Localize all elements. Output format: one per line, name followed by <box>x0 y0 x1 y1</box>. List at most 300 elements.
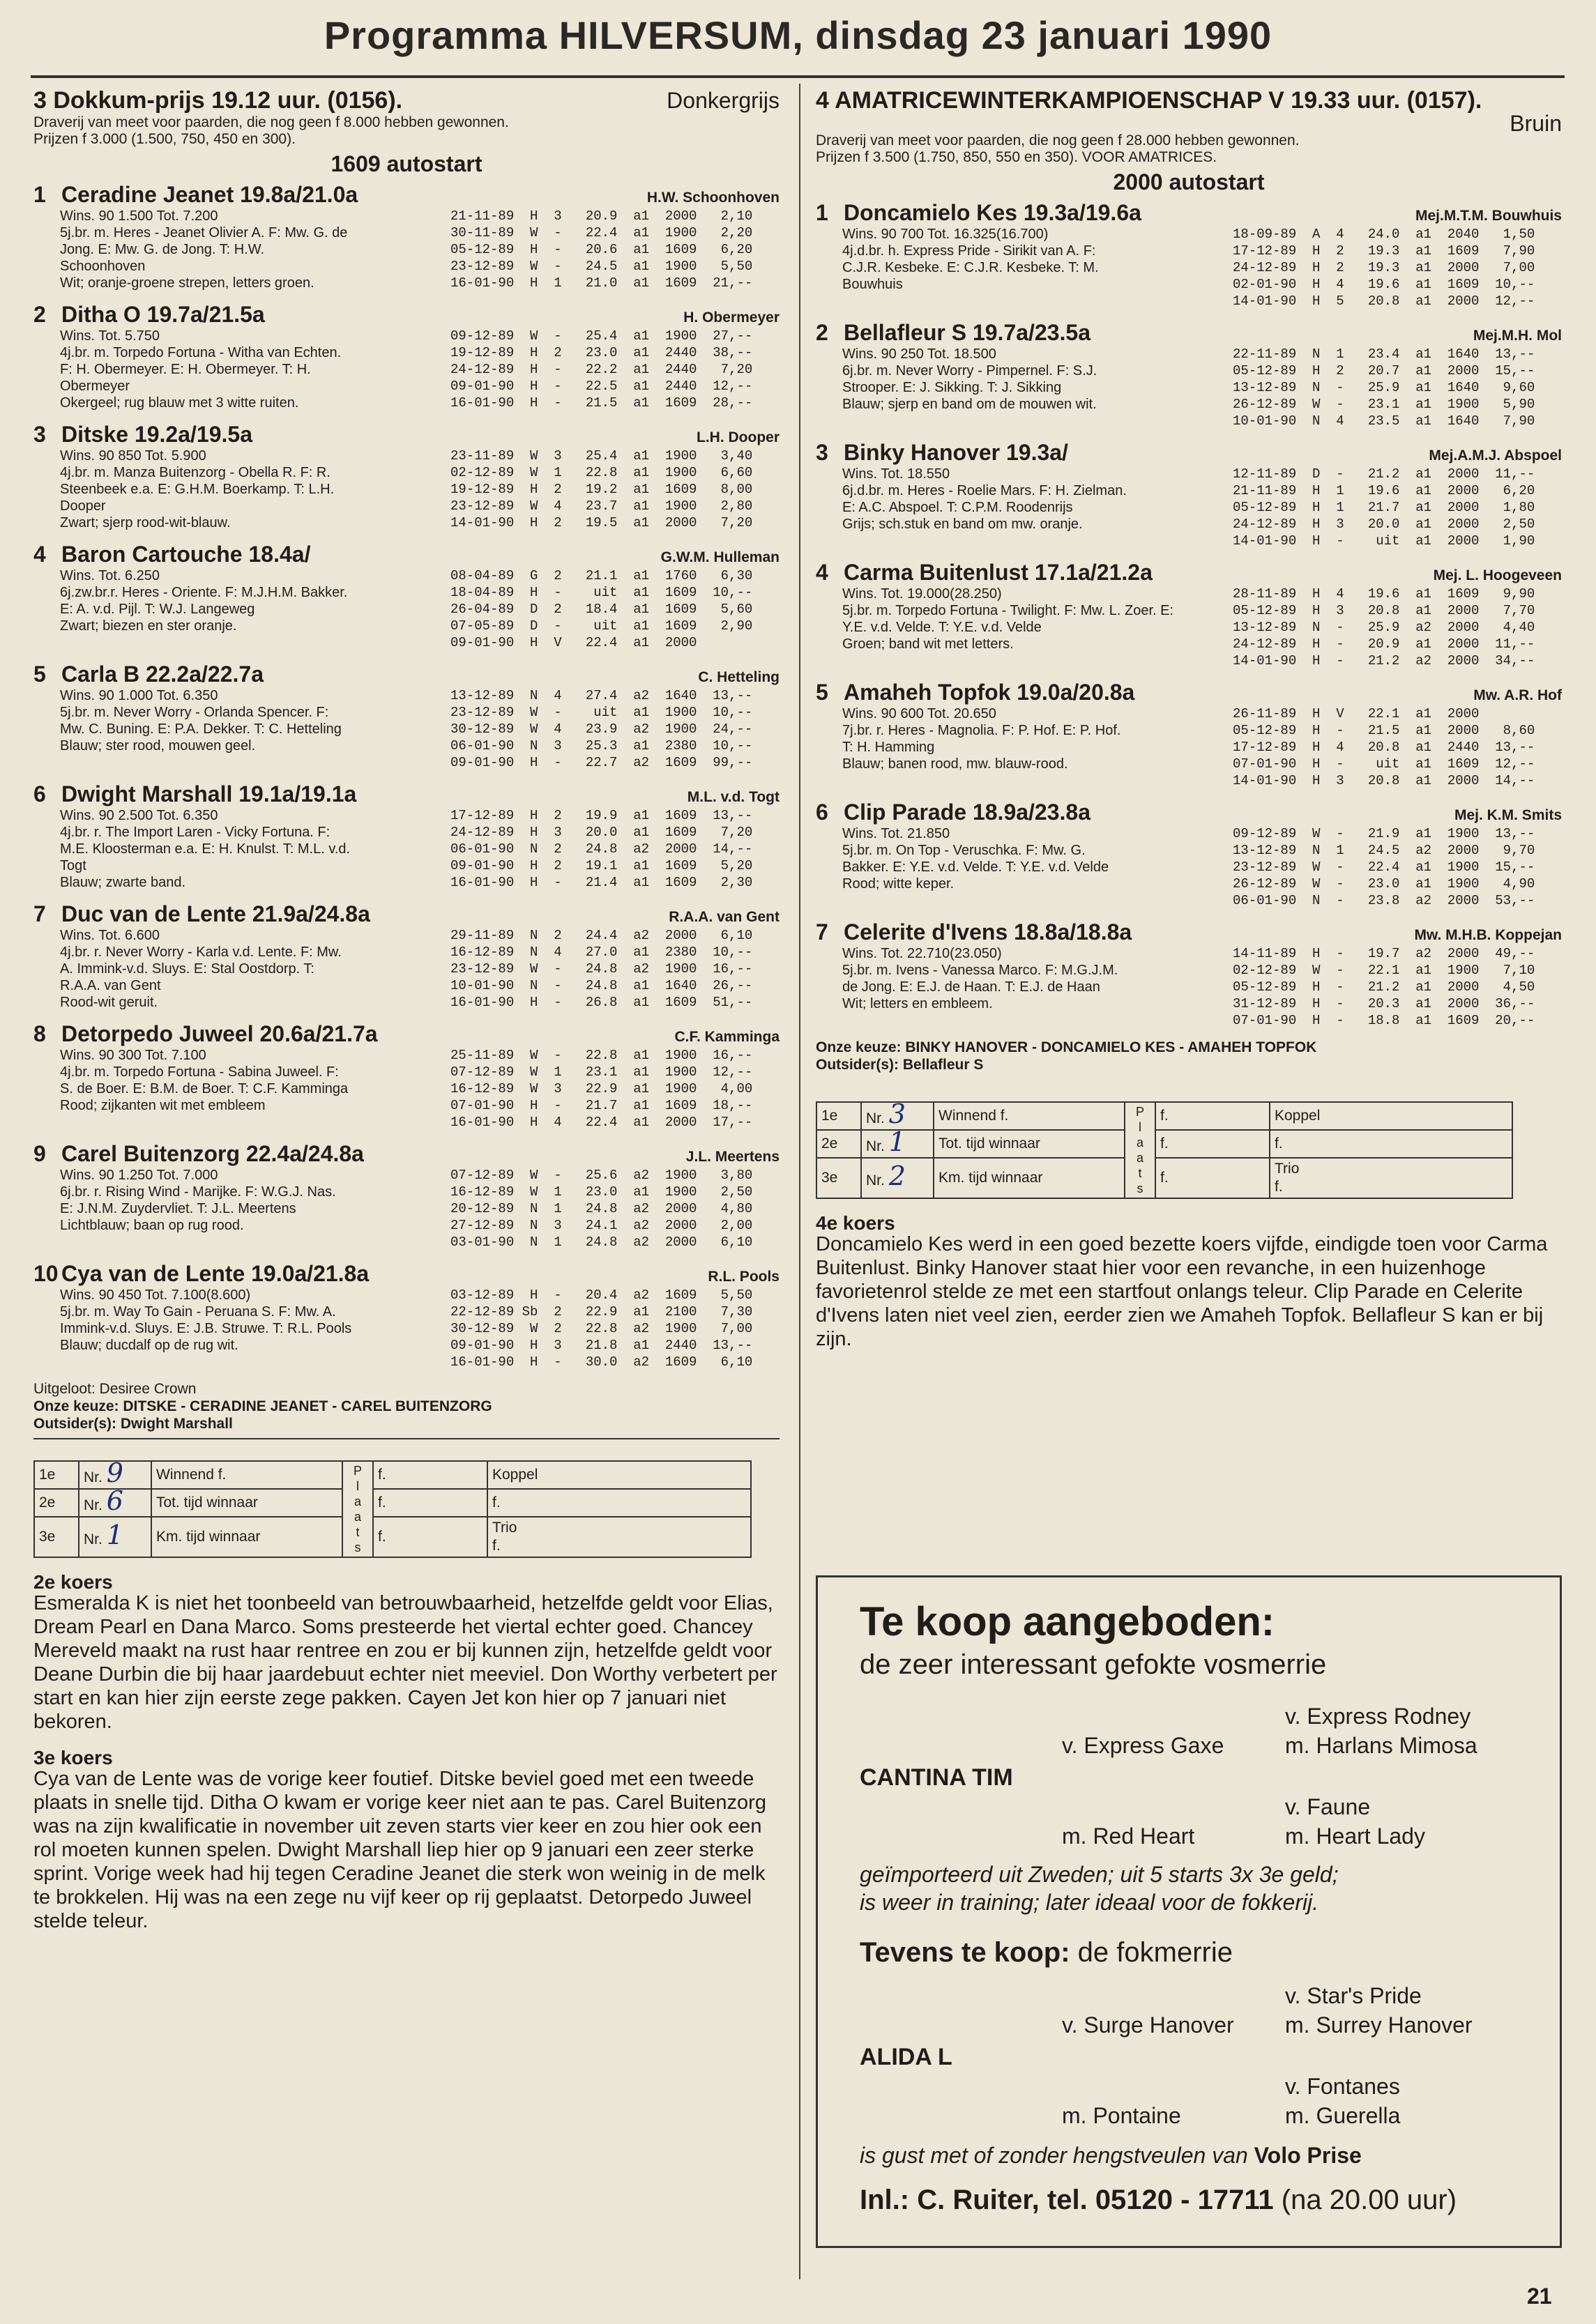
f-field[interactable]: f. <box>1155 1158 1270 1198</box>
result-line: 02-12-89 W 1 22.8 a1 1900 6,60 <box>450 465 753 480</box>
result-line: 07-01-90 H - 21.7 a1 1609 18,-- <box>450 1098 753 1113</box>
info-line: Wins. 90 300 Tot. 7.100 <box>60 1048 206 1063</box>
also-rest: de fokmerrie <box>1077 1937 1233 1968</box>
info-line: T: H. Hamming <box>842 740 935 755</box>
info-line: 4j.d.br. h. Express Pride - Sirikit van A. F: <box>842 243 1096 259</box>
info-line: 6j.zw.br.r. Heres - Oriente. F: M.J.H.M. Bakker. <box>60 585 348 600</box>
result-line: 13-12-89 N 1 24.5 a2 2000 9,70 <box>1233 843 1535 858</box>
nr-cell[interactable] <box>79 1517 151 1557</box>
horse-info <box>842 945 1233 1029</box>
result-line: 16-01-90 H - 21.4 a1 1609 2,30 <box>450 875 753 890</box>
info-line: 5j.br. m. Ivens - Vanessa Marco. F: M.G.J.M. <box>842 963 1118 978</box>
info-line: Immink-v.d. Sluys. E: J.B. Struwe. T: R.L. Pools <box>60 1321 352 1336</box>
trainer-name: H. Obermeyer <box>683 309 780 326</box>
koppel-f-field[interactable]: f. <box>1270 1130 1512 1158</box>
sire: v. Surge Hanover <box>1062 2012 1234 2038</box>
result-line: 05-12-89 H 1 21.7 a1 2000 1,80 <box>1233 500 1535 515</box>
horse-info <box>60 687 450 771</box>
result-line: 09-01-90 H - 22.5 a1 2440 12,-- <box>450 379 753 394</box>
horse-results <box>1233 586 1562 669</box>
result-line: 31-12-89 H - 20.3 a1 2000 36,-- <box>1233 996 1535 1011</box>
nr-cell[interactable] <box>79 1485 151 1517</box>
info-line: Rood-wit geruit. <box>60 995 158 1010</box>
page-title: Programma HILVERSUM, dinsdag 23 januari 1990 <box>324 13 1272 57</box>
trainer-name: L.H. Dooper <box>697 429 780 445</box>
horse-details <box>33 687 780 771</box>
trainer-name: R.A.A. van Gent <box>669 909 780 925</box>
nr-label: Nr. <box>84 1531 102 1547</box>
race4-bet-form <box>816 1098 1513 1199</box>
result-line: 02-01-90 H 4 19.6 a1 1609 10,-- <box>1233 277 1535 292</box>
koers4-text: Doncamielo Kes werd in een goed bezette koers vijfde, eindigde toen voor Carma Buitenlust. Binky Hanover staat hier voor een revanche, in een huizenhoge favorietenrol stelde ze met een startfout onlangs teleur. Clip Parade en Celerite d'Ivens laten niet veel zien, eerder zien we Amaheh Topfok. Bellafleur S kan er bij zijn. <box>816 1233 1548 1350</box>
horse-name-text: Dwight Marshall 19.1a/19.1a <box>61 781 357 806</box>
result-line: 26-12-89 W - 23.1 a1 1900 5,90 <box>1233 397 1535 412</box>
race4-autostart: 2000 autostart <box>1113 169 1265 194</box>
keuze-label: Onze keuze: <box>816 1039 902 1055</box>
keuze-value: BINKY HANOVER - DONCAMIELO KES - AMAHEH TOPFOK <box>905 1039 1317 1055</box>
place-3rd: 3e <box>816 1158 861 1198</box>
horse-number: 1 <box>816 200 828 225</box>
info-line: 4j.br. r. Never Worry - Karla v.d. Lente. F: Mw. <box>60 945 342 960</box>
result-line: 26-04-89 D 2 18.4 a1 1609 5,60 <box>450 602 753 617</box>
result-line: 16-01-90 H - 26.8 a1 1609 51,-- <box>450 995 753 1010</box>
race4-horse-entry <box>816 919 1562 1029</box>
info-line <box>842 892 1233 909</box>
nr-label: Nr. <box>866 1138 885 1154</box>
result-line: 27-12-89 N 3 24.1 a2 2000 2,00 <box>450 1218 753 1233</box>
info-line: Y.E. v.d. Velde. T: Y.E. v.d. Velde <box>842 620 1042 635</box>
horse-name-text: Carel Buitenzorg 22.4a/24.8a <box>61 1141 364 1166</box>
horse-details <box>816 226 1562 309</box>
keuze-label: Onze keuze: <box>33 1398 119 1414</box>
result-line: 05-12-89 H 3 20.8 a1 2000 7,70 <box>1233 603 1535 618</box>
info-line: Wins. Tot. 6.250 <box>60 568 160 583</box>
trainer-name: Mej. L. Hoogeveen <box>1433 567 1562 583</box>
horse-name <box>816 199 1141 226</box>
horse-name <box>33 661 264 687</box>
horse-results <box>450 1167 780 1251</box>
winnend-label: Winnend f. <box>151 1461 342 1489</box>
horse-header <box>33 661 780 687</box>
f-field[interactable]: f. <box>373 1461 487 1489</box>
race4-horse-entry <box>816 799 1562 909</box>
horse-details <box>33 328 780 411</box>
f-field[interactable]: f. <box>1155 1130 1270 1158</box>
race3-autostart: 1609 autostart <box>330 151 482 176</box>
race3-horse-list <box>33 181 780 1370</box>
race3-keuze <box>33 1398 780 1415</box>
horse-name <box>816 919 1132 945</box>
result-line: 22-12-89 Sb 2 22.9 a1 2100 7,30 <box>450 1304 753 1320</box>
horse-info <box>842 346 1233 429</box>
result-line: 10-01-90 N 4 23.5 a1 1640 7,90 <box>1233 413 1535 429</box>
horse-name-text: Baron Cartouche 18.4a/ <box>61 542 311 567</box>
horse-info <box>60 1287 450 1370</box>
info-line: 4j.br. m. Torpedo Fortuna - Sabina Juweel. F: <box>60 1064 339 1080</box>
horse-results <box>1233 226 1562 309</box>
info-line <box>60 754 450 771</box>
race4-horse-entry <box>816 679 1562 789</box>
result-line: 24-12-89 H - 22.2 a1 2440 7,20 <box>450 362 753 377</box>
info-line: Togt <box>60 858 86 873</box>
horse-details <box>33 927 780 1011</box>
result-line: 30-11-89 W - 22.4 a1 1900 2,20 <box>450 225 753 240</box>
koers2-title: 2e koers <box>33 1571 113 1593</box>
race3-horse-entry <box>33 781 780 891</box>
result-line: 30-12-89 W 4 23.9 a2 1900 24,-- <box>450 721 753 737</box>
horse-info <box>842 226 1233 309</box>
info-line: 5j.br. m. Never Worry - Orlanda Spencer. F: <box>60 705 329 720</box>
info-line: Blauw; ducdalf op de rug wit. <box>60 1338 238 1353</box>
race3-horse-entry <box>33 1020 780 1131</box>
horse-name-text: Carla B 22.2a/22.7a <box>61 662 264 687</box>
result-line: 16-01-90 H 1 21.0 a1 1609 21,-- <box>450 275 753 291</box>
horse-name: ALIDA L <box>860 2044 952 2070</box>
result-line: 09-12-89 W - 25.4 a1 1900 27,-- <box>450 328 753 344</box>
grand-dam: m. Harlans Mimosa <box>1285 1733 1477 1758</box>
result-line: 05-12-89 H 2 20.7 a1 2000 15,-- <box>1233 363 1535 379</box>
info-line: Jong. E: Mw. G. de Jong. T: H.W. <box>60 242 265 257</box>
info-line: Wins. Tot. 18.550 <box>842 466 950 482</box>
horse-details <box>33 448 780 531</box>
trio-field[interactable] <box>487 1517 751 1557</box>
horse-name-text: Duc van de Lente 21.9a/24.8a <box>61 901 370 926</box>
horse-number: 5 <box>816 680 828 705</box>
horse-name-text: Ditske 19.2a/19.5a <box>61 422 252 447</box>
info-line <box>60 1354 450 1370</box>
result-line: 18-04-89 H - uit a1 1609 10,-- <box>450 585 753 600</box>
result-line: 23-12-89 W - 24.5 a1 1900 5,50 <box>450 259 753 274</box>
pedigree-1 <box>860 1702 1518 1851</box>
koppel-field[interactable] <box>1270 1102 1512 1130</box>
info-line: Blauw; ster rood, mouwen geel. <box>60 738 256 754</box>
place-2nd: 2e <box>34 1489 79 1517</box>
horse-header <box>816 439 1562 466</box>
result-line: 16-01-90 H 4 22.4 a1 2000 17,-- <box>450 1115 753 1130</box>
info-line <box>60 1234 450 1251</box>
result-line: 09-01-90 H - 22.7 a2 1609 99,-- <box>450 755 753 770</box>
info-line: Grijs; sch.stuk en band om mw. oranje. <box>842 517 1083 532</box>
handwritten-number: 1 <box>106 1519 123 1550</box>
horse-name-text: Doncamielo Kes 19.3a/19.6a <box>844 200 1141 225</box>
contact-rest: (na 20.00 uur) <box>1281 2185 1457 2215</box>
result-line: 24-12-89 H 3 20.0 a1 1609 7,20 <box>450 825 753 840</box>
horse-header <box>33 421 780 448</box>
race3-rule <box>33 1438 780 1439</box>
info-line: Bakker. E: Y.E. v.d. Velde. T: Y.E. v.d. Velde <box>842 859 1109 875</box>
horse-number: 2 <box>816 320 828 345</box>
ad-contact <box>860 2185 1518 2216</box>
result-line: 09-01-90 H 3 21.8 a1 2440 13,-- <box>450 1338 753 1353</box>
horse-results <box>450 208 780 291</box>
horse-number: 5 <box>33 662 46 687</box>
dam-sire: v. Faune <box>1285 1794 1371 1819</box>
info-line: Wins. Tot. 19.000(28.250) <box>842 586 1002 602</box>
info-line: Lichtblauw; baan op rug rood. <box>60 1218 244 1233</box>
info-line <box>842 652 1233 669</box>
trainer-name: Mw. M.H.B. Koppejan <box>1414 927 1562 943</box>
contact-bold: Inl.: C. Ruiter, tel. 05120 - 17711 <box>860 2185 1274 2215</box>
page-number: 21 <box>1527 2284 1552 2309</box>
result-line: 05-12-89 H - 20.6 a1 1609 6,20 <box>450 242 753 257</box>
trainer-name: Mej. K.M. Smits <box>1454 807 1562 823</box>
info-line: Blauw; zwarte band. <box>60 875 186 890</box>
info-line: 6j.br. r. Rising Wind - Marijke. F: W.G.J. Nas. <box>60 1184 336 1200</box>
race4-horse-entry <box>816 199 1562 309</box>
horse-info <box>60 448 450 531</box>
result-line: 03-01-90 N 1 24.8 a2 2000 6,10 <box>450 1234 753 1250</box>
horse-name <box>33 1140 364 1167</box>
horse-info <box>842 466 1233 549</box>
horse-name <box>33 541 310 567</box>
race4-header <box>816 86 1562 114</box>
result-line: 26-11-89 H V 22.1 a1 2000 <box>1233 706 1480 721</box>
horse-number: 2 <box>33 302 46 327</box>
horse-name <box>33 301 265 328</box>
race4-color: Bruin <box>1510 111 1562 136</box>
f-field[interactable]: f. <box>373 1517 487 1557</box>
horse-name <box>33 421 252 448</box>
info-line: 6j.br. m. Never Worry - Pimpernel. F: S.J. <box>842 363 1097 379</box>
plaats-label: P l a a t s <box>342 1461 373 1557</box>
result-line: 24-12-89 H 2 19.3 a1 2000 7,00 <box>1233 260 1535 275</box>
dam-dam: m. Heart Lady <box>1285 1824 1425 1849</box>
winnend-label: Winnend f. <box>934 1102 1125 1130</box>
info-line: Obermeyer <box>60 379 130 394</box>
horse-details <box>33 567 780 651</box>
result-line: 28-11-89 H 4 19.6 a1 1609 9,90 <box>1233 586 1535 602</box>
outsider-value: Bellafleur S <box>902 1057 984 1073</box>
info-line: Zwart; sjerp rood-wit-blauw. <box>60 515 231 530</box>
keuze-value: DITSKE - CERADINE JEANET - CAREL BUITENZORG <box>123 1398 492 1414</box>
race3-horse-entry <box>33 1140 780 1251</box>
race4-outsider <box>816 1056 1562 1073</box>
result-line: 08-04-89 G 2 21.1 a1 1760 6,30 <box>450 568 753 583</box>
race4-condition: Draverij van meet voor paarden, die nog geen f 28.000 hebben gewonnen. <box>816 132 1300 148</box>
result-line: 06-01-90 N 2 24.8 a2 2000 14,-- <box>450 841 753 857</box>
race3-column <box>33 86 780 1933</box>
outsider-label: Outsider(s): <box>33 1416 117 1432</box>
result-line: 07-05-89 D - uit a1 1609 2,90 <box>450 618 753 634</box>
nr-label: Nr. <box>84 1497 102 1513</box>
horse-info <box>60 328 450 411</box>
horse-results <box>450 927 780 1011</box>
info-line: Bouwhuis <box>842 277 903 292</box>
race4-column <box>816 86 1562 1351</box>
result-line: 14-01-90 H 5 20.8 a1 2000 12,-- <box>1233 293 1535 309</box>
info-line: E: A. v.d. Pijl. T: W.J. Langeweg <box>60 602 255 617</box>
horse-details <box>816 346 1562 429</box>
result-line: 09-01-90 H V 22.4 a1 2000 <box>450 635 697 650</box>
info-line: Wins. Tot. 5.750 <box>60 328 160 344</box>
result-line: 13-12-89 N - 25.9 a2 2000 4,40 <box>1233 620 1535 635</box>
result-line: 16-12-89 N 4 27.0 a1 2380 10,-- <box>450 945 753 960</box>
plaats-label: P l a a t s <box>1125 1102 1155 1198</box>
info-line: Wins. 90 700 Tot. 16.325(16.700) <box>842 227 1049 242</box>
result-line: 24-12-89 H - 20.9 a1 2000 11,-- <box>1233 636 1535 652</box>
result-line: 14-01-90 H - uit a1 2000 1,90 <box>1233 533 1535 549</box>
result-line: 22-11-89 N 1 23.4 a1 1640 13,-- <box>1233 346 1535 362</box>
info-line <box>60 634 450 651</box>
horse-name <box>33 181 358 208</box>
result-line: 16-12-89 W 1 23.0 a1 1900 2,50 <box>450 1184 753 1200</box>
horse-header <box>816 199 1562 226</box>
result-line: 07-12-89 W - 25.6 a2 1900 3,80 <box>450 1168 753 1183</box>
trio-field[interactable] <box>1270 1158 1512 1198</box>
horse-name-text: Cya van de Lente 19.0a/21.8a <box>61 1261 370 1286</box>
ad-note-1: geïmporteerd uit Zweden; uit 5 starts 3x 3e geld; <box>860 1862 1339 1887</box>
info-line: 4j.br. r. The Import Laren - Vicky Fortuna. F: <box>60 825 330 840</box>
horse-details <box>816 825 1562 909</box>
horse-info <box>60 927 450 1011</box>
horse-name <box>33 781 356 807</box>
horse-results <box>1233 346 1562 429</box>
horse-number: 4 <box>33 542 46 567</box>
race4-horse-entry <box>816 319 1562 429</box>
horse-name <box>816 319 1090 346</box>
sire: v. Express Gaxe <box>1062 1733 1224 1758</box>
ad-subheading: de zeer interessant gefokte vosmerrie <box>860 1649 1327 1680</box>
info-line: Wit; oranje-groene strepen, letters groen. <box>60 275 314 291</box>
result-line: 09-12-89 W - 21.9 a1 1900 13,-- <box>1233 826 1535 841</box>
info-line: E: J.N.M. Zuydervliet. T: J.L. Meertens <box>60 1201 296 1216</box>
result-line: 07-12-89 W 1 23.1 a1 1900 12,-- <box>450 1064 753 1080</box>
info-line: Rood; witte keper. <box>842 876 955 892</box>
trainer-name: M.L. v.d. Togt <box>687 789 780 805</box>
f-field[interactable]: f. <box>373 1489 487 1517</box>
info-line <box>842 413 1233 429</box>
info-line: Wins. Tot. 21.850 <box>842 826 950 841</box>
trainer-name: C.F. Kamminga <box>674 1029 780 1045</box>
info-line: F: H. Obermeyer. E: H. Obermeyer. T: H. <box>60 362 311 377</box>
info-line: Dooper <box>60 498 106 514</box>
result-line: 23-12-89 W 4 23.7 a1 1900 2,80 <box>450 498 753 514</box>
race3-heading: 3 Dokkum-prijs 19.12 uur. (0156). <box>33 87 403 114</box>
horse-info <box>842 825 1233 909</box>
result-line: 25-11-89 W - 22.8 a1 1900 16,-- <box>450 1048 753 1063</box>
stallion-name: Volo Prise <box>1254 2143 1362 2168</box>
info-line: Okergeel; rug blauw met 3 witte ruiten. <box>60 395 299 411</box>
info-line: 4j.br. m. Torpedo Fortuna - Witha van Echten. <box>60 345 342 360</box>
horse-name-text: Ditha O 19.7a/21.5a <box>61 302 265 327</box>
result-line: 17-12-89 H 4 20.8 a1 2440 13,-- <box>1233 740 1535 755</box>
trio-f: f. <box>492 1538 501 1554</box>
info-line: Wins. 90 1.500 Tot. 7.200 <box>60 208 218 224</box>
horse-header <box>33 1020 780 1047</box>
result-line: 16-01-90 H - 21.5 a1 1609 28,-- <box>450 395 753 411</box>
ad-gust <box>860 2141 1518 2169</box>
info-line <box>842 1012 1233 1029</box>
horse-results <box>1233 825 1562 909</box>
race3-horse-entry <box>33 541 780 651</box>
horse-header <box>816 319 1562 346</box>
result-line: 05-12-89 H - 21.2 a1 2000 4,50 <box>1233 979 1535 995</box>
nr-cell[interactable] <box>861 1126 934 1158</box>
koppel-f-field[interactable]: f. <box>487 1489 751 1517</box>
horse-results <box>450 328 780 411</box>
dam-sire: v. Fontanes <box>1285 2074 1400 2099</box>
koppel-field[interactable] <box>487 1461 751 1489</box>
handwritten-number: 2 <box>888 1160 906 1191</box>
info-line: Schoonhoven <box>60 259 146 274</box>
info-line: Wins. 90 250 Tot. 18.500 <box>842 346 996 362</box>
info-line: S. de Boer. E: B.M. de Boer. T: C.F. Kamminga <box>60 1081 349 1096</box>
horse-number: 10 <box>33 1261 59 1286</box>
info-line: A. Immink-v.d. Sluys. E: Stal Oostdorp. T: <box>60 961 314 977</box>
result-line: 05-12-89 H - 21.5 a1 2000 8,60 <box>1233 723 1535 738</box>
result-line: 09-01-90 H 2 19.1 a1 1609 5,20 <box>450 858 753 873</box>
horse-name <box>33 901 370 927</box>
horse-name-text: Bellafleur S 19.7a/23.5a <box>844 320 1090 345</box>
horse-name-text: Amaheh Topfok 19.0a/20.8a <box>844 680 1135 705</box>
info-line: 7j.br. r. Heres - Magnolia. F: P. Hof. E: P. Hof. <box>842 723 1121 738</box>
info-line: Wins. 90 1.250 Tot. 7.000 <box>60 1168 218 1183</box>
horse-results <box>450 807 780 891</box>
trainer-name: C. Hetteling <box>698 669 780 685</box>
km-tijd-label: Km. tijd winnaar <box>934 1158 1125 1198</box>
info-line <box>842 293 1233 309</box>
place-2nd: 2e <box>816 1130 861 1158</box>
race4-prizes: Prijzen f 3.500 (1.750, 850, 550 en 350). VOOR AMATRICES. <box>816 149 1217 165</box>
trainer-name: H.W. Schoonhoven <box>646 190 780 206</box>
horse-header <box>33 781 780 807</box>
horse-info <box>842 705 1233 789</box>
horse-results <box>450 687 780 771</box>
place-1st: 1e <box>34 1461 79 1489</box>
result-line: 14-11-89 H - 19.7 a2 2000 49,-- <box>1233 946 1535 961</box>
also-bold: Tevens te koop: <box>860 1937 1070 1968</box>
horse-number: 1 <box>33 182 46 207</box>
horse-header <box>33 181 780 208</box>
info-line: 4j.br. m. Manza Buitenzorg - Obella R. F: R. <box>60 465 330 480</box>
info-line: R.A.A. van Gent <box>60 978 161 993</box>
result-line: 21-11-89 H 3 20.9 a1 2000 2,10 <box>450 208 753 224</box>
result-line: 19-12-89 H 2 23.0 a1 2440 38,-- <box>450 345 753 360</box>
result-line: 20-12-89 N 1 24.8 a2 2000 4,80 <box>450 1201 753 1216</box>
handwritten-number: 6 <box>106 1485 123 1516</box>
info-line: Zwart; biezen en ster oranje. <box>60 618 237 634</box>
horse-name <box>816 799 1090 825</box>
koers4-title: 4e koers <box>816 1212 895 1234</box>
horse-header <box>816 799 1562 825</box>
handwritten-number: 1 <box>888 1126 906 1157</box>
horse-header <box>816 679 1562 705</box>
outsider-label: Outsider(s): <box>816 1057 899 1073</box>
horse-results <box>1233 466 1562 549</box>
horse-name <box>816 559 1153 586</box>
horse-details <box>33 208 780 291</box>
race3-horse-entry <box>33 1260 780 1370</box>
info-line <box>60 1114 450 1131</box>
race4-heading: 4 AMATRICEWINTERKAMPIOENSCHAP V 19.33 uur. (0157). <box>816 87 1482 114</box>
ad-heading: Te koop aangeboden: <box>860 1599 1275 1644</box>
horse-number: 7 <box>816 919 828 945</box>
horse-number: 9 <box>33 1141 46 1166</box>
trainer-name: R.L. Pools <box>708 1269 780 1285</box>
horse-details <box>33 1047 780 1131</box>
race3-header <box>33 86 780 114</box>
nr-cell[interactable] <box>861 1158 934 1198</box>
column-divider <box>799 84 800 2279</box>
title-rule <box>31 75 1565 78</box>
result-line: 23-12-89 W - 22.4 a1 1900 15,-- <box>1233 859 1535 875</box>
koppel-label: Koppel <box>1275 1108 1321 1124</box>
koers3-text: Cya van de Lente was de vorige keer foutief. Ditske beviel goed met een tweede plaats in snelle tijd. Ditha O kwam er vorige keer niet aan te pas. Carel Buitenzorg was na zijn kwalificatie in november uit zeven starts vier keer en zou hier ook een rol moeten kunnen spelen. Dwight Marshall liep hier op 9 januari een zeer sterke sprint. Vorige week had hij tegen Ceradine Jeanet die sterk won weinig in de melk te brokkelen. Hij was na een zege nu vijf keer op rij geplaatst. Detorpedo Juweel stelde teleur. <box>33 1768 766 1932</box>
f-field[interactable]: f. <box>1155 1102 1270 1130</box>
info-line: M.E. Kloosterman e.a. E: H. Knulst. T: M.L. v.d. <box>60 841 351 857</box>
trainer-name: J.L. Meertens <box>685 1149 780 1165</box>
horse-header <box>816 919 1562 945</box>
